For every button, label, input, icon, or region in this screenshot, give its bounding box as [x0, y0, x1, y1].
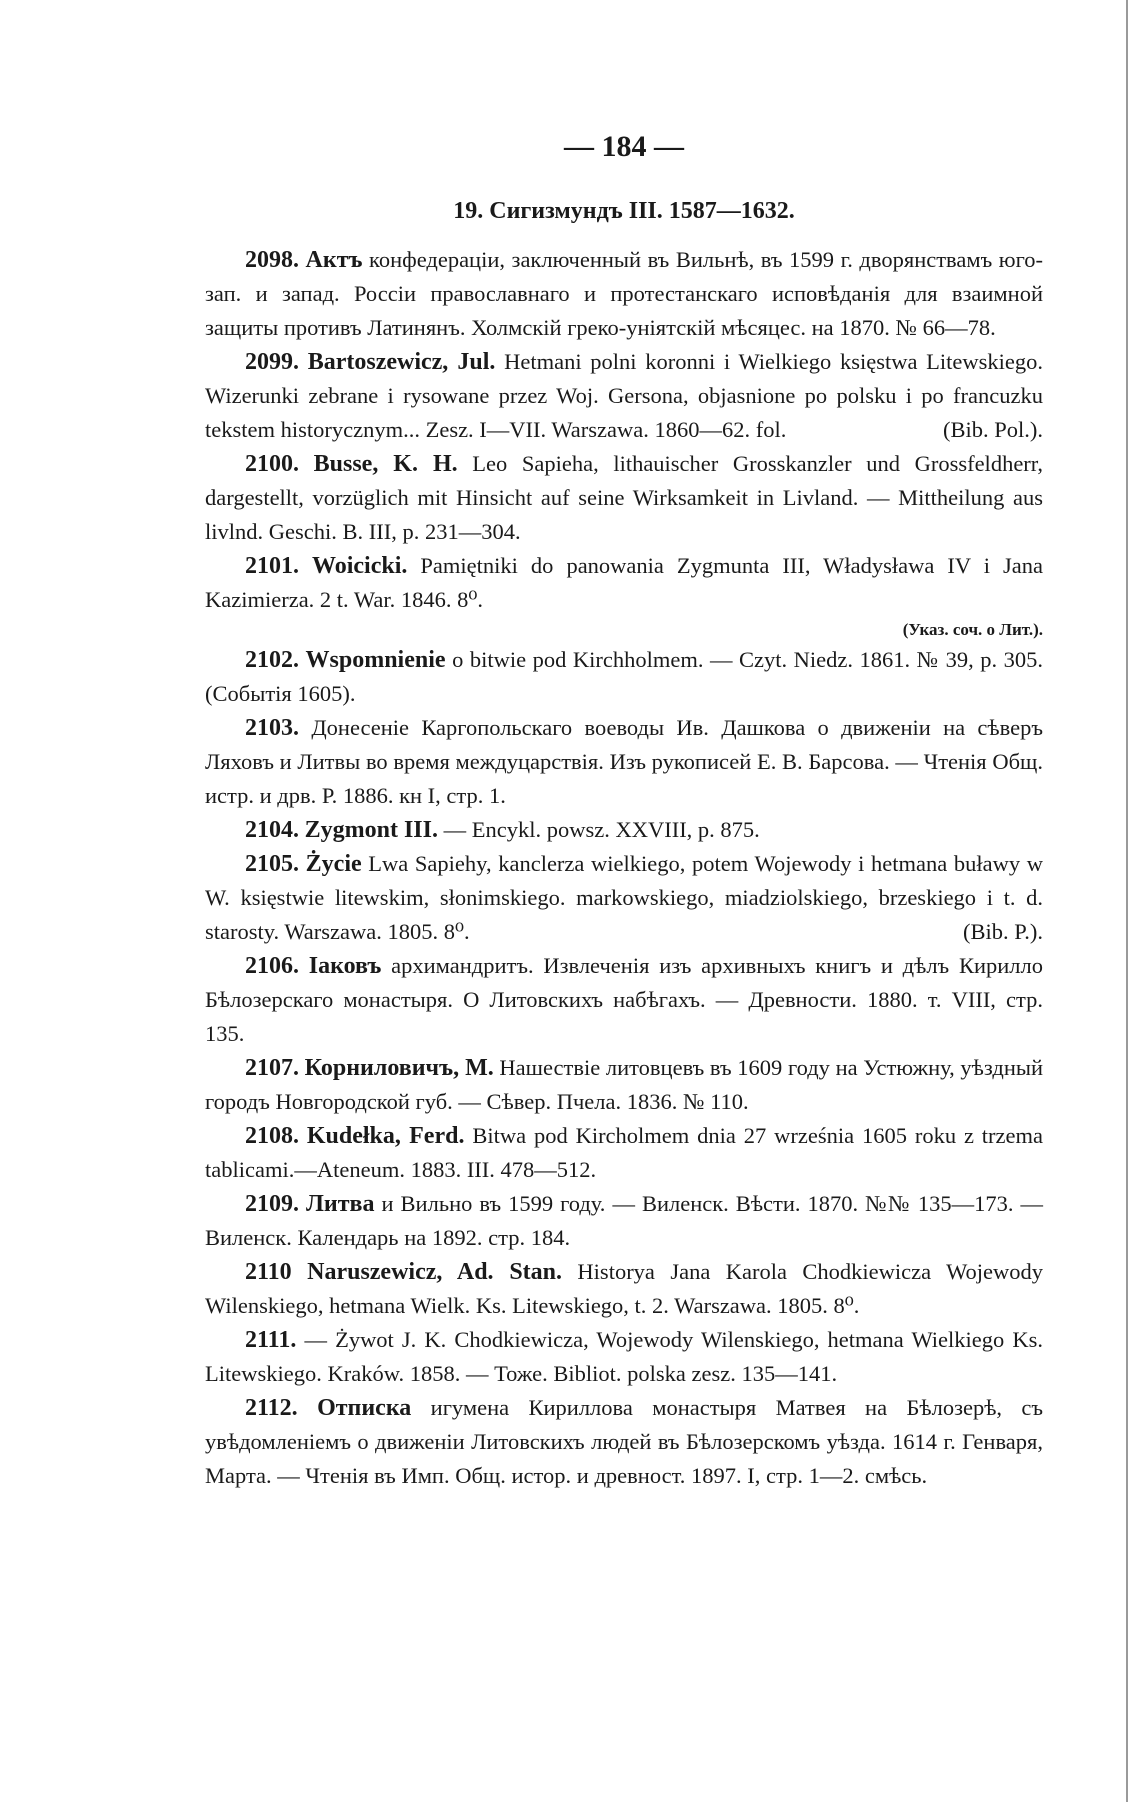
entry-text: игумена Кириллова монастыря Матвея на Бѣлозерѣ, съ увѣдомленіемъ о движеніи Литовскихъ людей въ Бѣлозерскомъ уѣзда. 1614 г. Генваря, Марта. — Чтенія въ Имп. Общ. истор. и древност. 1897. I, стр. 1—2. смѣсь. — [205, 1395, 1044, 1488]
entry-heading: Woicicki. — [312, 553, 408, 579]
bibliography-entry — [205, 643, 1043, 711]
document-page — [205, 130, 1043, 1493]
entry-heading: Bartoszewicz, Jul. — [307, 349, 496, 375]
entry-number: 2098. — [245, 247, 299, 273]
bibliography-entry — [205, 447, 1043, 549]
entry-heading: Корниловичъ, М. — [304, 1055, 494, 1081]
bibliography-entry — [205, 949, 1043, 1051]
entry-number: 2100. — [245, 451, 299, 477]
entry-heading: Życie — [305, 851, 362, 877]
entry-text: — Encykl. powsz. XXVIII, p. 875. — [437, 817, 760, 842]
section-title: 19. Сигизмундъ III. 1587—1632. — [453, 198, 795, 224]
entry-text: и Вильно въ 1599 году. — Виленск. Вѣсти. 1870. №№ 135—173. — Виленск. Календарь на 1892. стр. 184. — [205, 1191, 1044, 1250]
entry-text: Bitwa pod Kircholmem dnia 27 września 1605 roku z trzema tablicami.—Ateneum. 1883. III. 478—512. — [205, 1123, 1043, 1182]
entry-heading: Kudełka, Ferd. — [306, 1123, 465, 1149]
entry-text: Нашествіе литовцевъ въ 1609 году на Устюжну, уѣздный городъ Новгородской губ. — Сѣвер. Пчела. 1836. № 110. — [205, 1055, 1044, 1114]
page-number: — 184 — — [564, 130, 684, 163]
bibliography-entry — [205, 549, 1043, 617]
entry-number: 2112. — [245, 1395, 298, 1421]
entry-heading: Отписка — [317, 1395, 412, 1421]
entry-text: конфедераціи, заключенный въ Вильнѣ, въ 1599 г. дворянствамъ юго-зап. и запад. Россіи православнаго и протестанскаго исповѣданія для взаимной защиты противъ Латинянъ. Холмскій греко-уніятскій мѣсяцес. на 1870. № 66—78. — [205, 247, 1043, 340]
entry-text: Pamiętniki do panowania Zygmunta III, Władysława IV i Jana Kazimierza. 2 t. War. 1846. 8⁰. — [205, 553, 1044, 612]
entry-number: 2104. — [245, 817, 299, 843]
bibliography-entry — [205, 847, 1043, 949]
entry-heading: Zygmont III. — [304, 817, 438, 843]
entry-number: 2109. — [245, 1191, 299, 1217]
bibliography-entry — [205, 813, 1043, 847]
entry-source-note: (Bib. Pol.). — [942, 417, 1043, 442]
entry-number: 2101. — [245, 553, 299, 579]
entry-text: Hetmani polni koronni i Wielkiego księstwa Litewskiego. Wizerunki zebrane i rysowane przez Woj. Gersona, objasnione po polsku i po francuzku tekstem historycznym... Zesz. I—VII. Warszawa. 1860—62. fol. — [205, 349, 1044, 442]
entry-number: 2103. — [245, 715, 299, 741]
entry-heading: Литва — [306, 1191, 375, 1217]
entry-text: o bitwie pod Kirchholmem. — Czyt. Niedz. 1861. № 39, p. 305. (Событія 1605). — [205, 647, 1043, 706]
bibliography-entry — [205, 345, 1043, 447]
entry-text: Historya Jana Karola Chodkiewicza Wojewody Wilenskiego, hetmana Wielk. Ks. Litewskiego, t. 2. Warszawa. 1805. 8⁰. — [205, 1259, 1043, 1318]
entry-text: — Żywot J. K. Chodkiewicza, Wojewody Wilenskiego, hetmana Wielkiego Ks. Litewskiego. Kraków. 1858. — Тоже. Bibliot. polska zesz. 135—141. — [205, 1327, 1043, 1386]
bibliography-entry — [205, 243, 1043, 345]
entry-heading: Naruszewicz, Ad. Stan. — [307, 1259, 563, 1285]
entry-number: 2108. — [245, 1123, 299, 1149]
bibliography-entry — [205, 1051, 1043, 1119]
entry-heading: Wspomnienie — [305, 647, 446, 673]
entry-list — [205, 243, 1043, 1493]
entry-number: 2099. — [245, 349, 299, 375]
entry-heading: Іаковъ — [308, 953, 382, 979]
entry-text: архимандритъ. Извлеченія изъ архивныхъ книгъ и дѣлъ Кирилло Бѣлозерскаго монастыря. О Литовскихъ набѣгахъ. — Древности. 1880. т. VIII, стр. 135. — [205, 953, 1043, 1046]
entry-number: 2106. — [245, 953, 299, 979]
entry-number: 2111. — [245, 1327, 297, 1353]
entry-source-note: (Bib. P.). — [962, 919, 1043, 944]
bibliography-entry — [205, 1119, 1043, 1187]
entry-reference-note: (Указ. соч. о Лит.). — [902, 620, 1043, 639]
bibliography-entry — [205, 1255, 1043, 1323]
entry-text: Донесеніе Каргопольскаго воеводы Ив. Дашкова о движеніи на сѣверъ Ляховъ и Литвы во время междуцарствія. Изъ рукописей Е. В. Барсова. — Чтенія Общ. истр. и дрв. Р. 1886. кн I, стр. 1. — [205, 715, 1043, 808]
bibliography-entry — [205, 711, 1043, 813]
entry-number: 2110 — [245, 1259, 292, 1285]
entry-number: 2105. — [245, 851, 299, 877]
bibliography-entry — [205, 1187, 1043, 1255]
bibliography-entry — [205, 1323, 1043, 1391]
entry-text: Lwa Sapiehy, kanclerza wielkiego, potem Wojewody i hetmana buławy w W. księstwie litewskim, słonimskiego. markowskiego, miadziolskiego, brzeskiego i t. d. starosty. Warszawa. 1805. 8⁰. — [205, 851, 1043, 944]
page-edge-line — [1126, 0, 1128, 1802]
entry-text: Leo Sapieha, lithauischer Grosskanzler und Grossfeldherr, dargestellt, vorzüglich mit Hinsicht auf seine Wirksamkeit in Livland. — Mittheilung aus livlnd. Geschi. B. III, p. 231—304. — [205, 451, 1044, 544]
entry-heading: Актъ — [305, 247, 363, 273]
entry-number: 2107. — [245, 1055, 299, 1081]
entry-heading: Busse, K. H. — [313, 451, 458, 477]
entry-number: 2102. — [245, 647, 299, 673]
bibliography-entry — [205, 1391, 1043, 1493]
